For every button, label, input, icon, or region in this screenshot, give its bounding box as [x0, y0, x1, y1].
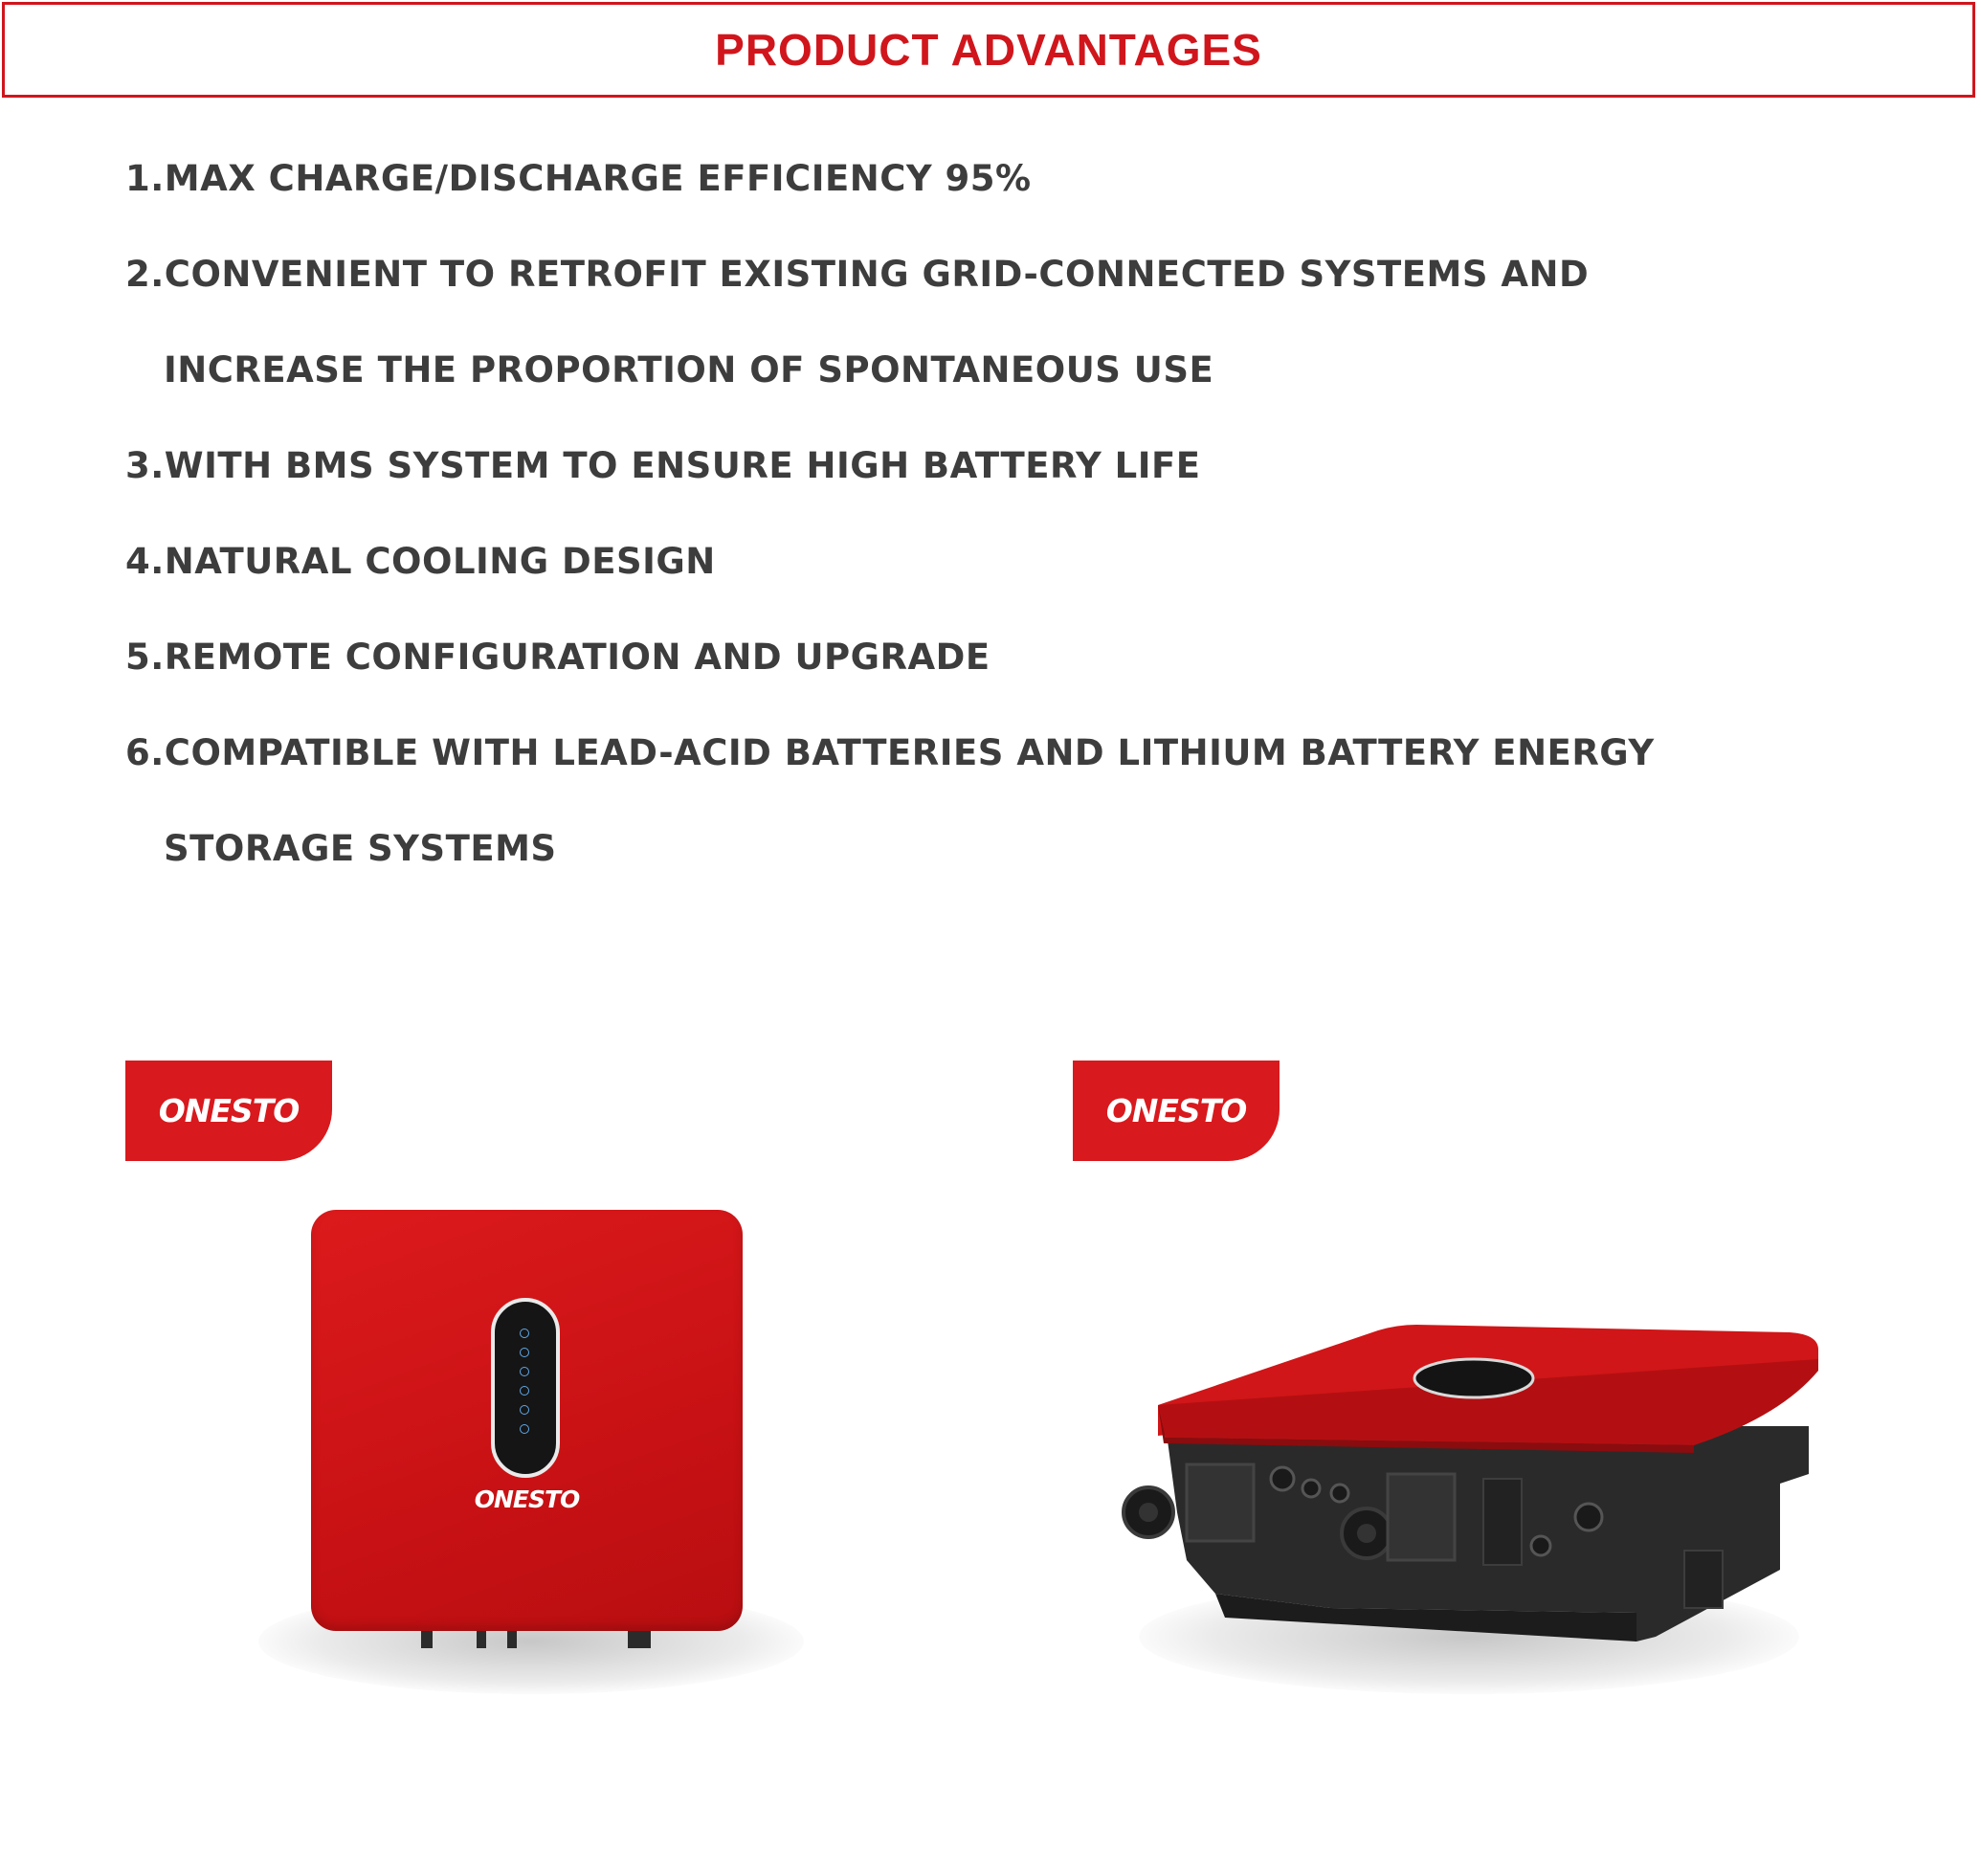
- brand-logo: ONESTO: [158, 1092, 300, 1129]
- advantages-list: [125, 153, 1848, 919]
- advantage-1: 1.MAX CHARGE/DISCHARGE EFFICIENCY 95%: [125, 158, 1032, 199]
- brand-tag-right: [1073, 1061, 1280, 1161]
- advantage-4: 4.NATURAL COOLING DESIGN: [125, 541, 716, 582]
- indicator-icon: [520, 1424, 529, 1434]
- indicator-icon: [520, 1386, 529, 1396]
- indicator-icon: [520, 1405, 529, 1415]
- indicator-icon: [520, 1329, 529, 1338]
- section-header: [2, 2, 1975, 98]
- section-title: PRODUCT ADVANTAGES: [715, 25, 1262, 75]
- advantage-2-continued: INCREASE THE PROPORTION OF SPONTANEOUS USE: [164, 349, 1214, 391]
- product-logo: ONESTO: [474, 1485, 580, 1513]
- advantage-3: 3.WITH BMS SYSTEM TO ENSURE HIGH BATTERY LIFE: [125, 445, 1201, 486]
- brand-tag-left: [125, 1061, 332, 1161]
- status-display: [491, 1298, 560, 1478]
- inverter-angled-view: [1120, 1321, 1828, 1656]
- indicator-icon: [520, 1348, 529, 1357]
- advantage-5: 5.REMOTE CONFIGURATION AND UPGRADE: [125, 636, 990, 678]
- inverter-front-view: [311, 1210, 743, 1631]
- advantage-6: 6.COMPATIBLE WITH LEAD-ACID BATTERIES AND LITHIUM BATTERY ENERGY: [125, 732, 1655, 773]
- advantage-6-continued: STORAGE SYSTEMS: [164, 828, 557, 869]
- advantage-2: 2.CONVENIENT TO RETROFIT EXISTING GRID-CONNECTED SYSTEMS AND: [125, 254, 1590, 295]
- brand-logo: ONESTO: [1105, 1092, 1247, 1129]
- indicator-icon: [520, 1367, 529, 1376]
